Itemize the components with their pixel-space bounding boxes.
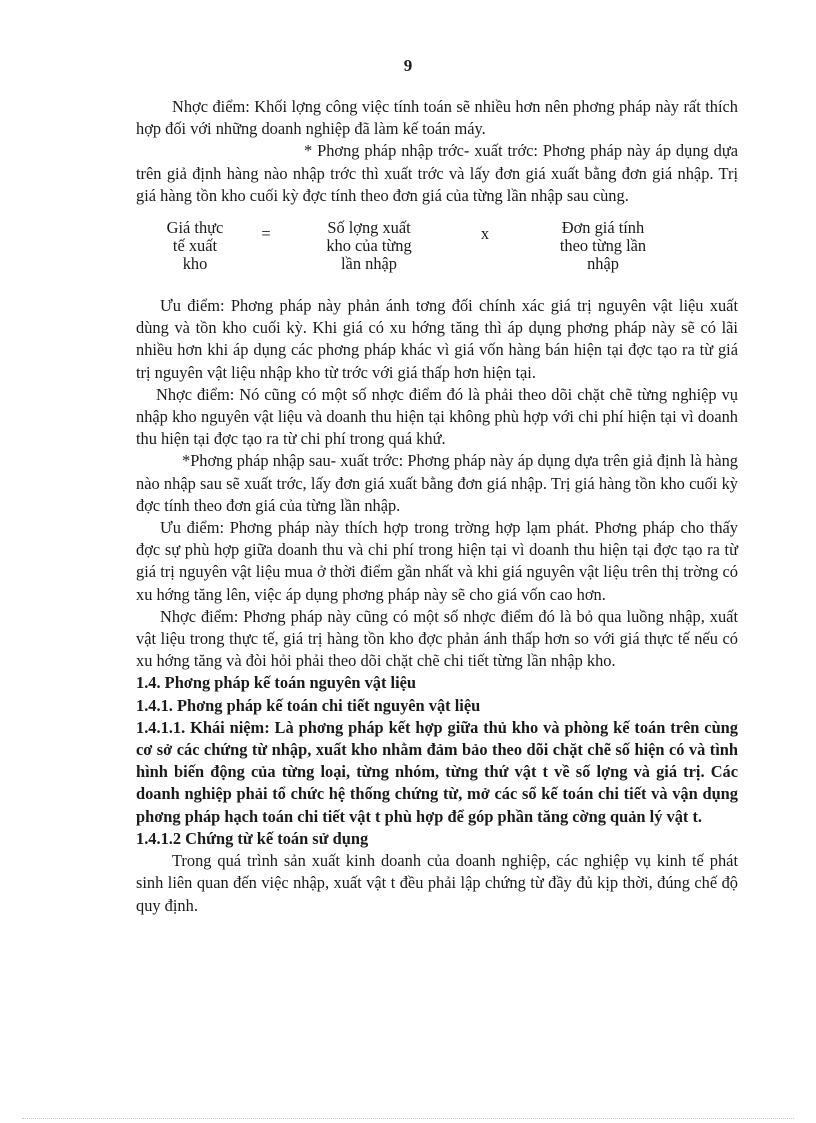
page-number: 9 [403,56,413,75]
paragraph-documents-used: Trong quá trình sản xuất kinh doanh của doanh nghiệp, các nghiệp vụ kinh tế phát sinh liên quan đến việc nhập, xuất vật t đều phải lập chứng từ đầy đủ kịp thời, đúng chế độ quy định. [136,851,738,915]
formula-left-term [150,219,240,273]
formula-right-term [538,219,668,273]
formula-right-line: theo từng lần [559,236,647,256]
formula-times-sign: x [480,224,490,244]
paragraph-disadvantage-weighted: Nhợc điểm: Khối lợng công việc tính toán sẽ nhiều hơn nên phơng pháp này rất thích hợp đối với những doanh nghiệp đã làm kế toán máy. [136,97,738,139]
formula-left-line: Giá thực [166,218,224,238]
formula-left-line: kho [182,254,208,274]
heading-section-1-4-1-1: 1.4.1.1. Khái niệm: Là phơng pháp kết hợp giữa thủ kho và phòng kế toán trên cùng cơ sở các chứng từ nhập, xuất kho nhằm đảm bảo theo dõi chặt chẽ số hiện có và tình hình biến động của từng loại, từng nhóm, từng thứ vật t về số lợng và giá trị. Các doanh nghiệp phải tổ chức hệ thống chứng từ, mở các sổ kế toán chi tiết và vận dụng phơng pháp hạch toán chi tiết vật t phù hợp để góp phần tăng cờng quản lý vật t. [136,717,738,826]
paragraph-lifo-method: *Phơng pháp nhập sau- xuất trớc: Phơng pháp này áp dụng dựa trên giả định là hàng nào nhập sau sẽ xuất trớc, lấy đơn giá xuất bằng đơn giá nhập. Trị giá hàng tồn kho cuối kỳ đợc tính theo đơn giá của từng lần nhập. [136,451,738,515]
paragraph-fifo-advantage: Ưu điểm: Phơng pháp này phản ánh tơng đối chính xác giá trị nguyên vật liệu xuất dùng và tồn kho cuối kỳ. Khi giá có xu hớng tăng thì áp dụng phơng pháp này sẽ có lãi nhiều hơn khi áp dụng các phơng pháp khác vì giá vốn hàng bán hiện tại đợc tạo ra từ giá trị nguyên vật liệu nhập kho từ trớc với giá thấp hơn hiện tại. [136,296,738,382]
paragraph-fifo-disadvantage: Nhợc điểm: Nó cũng có một số nhợc điểm đó là phải theo dõi chặt chẽ từng nghiệp vụ nhập kho nguyên vật liệu và doanh thu hiện tại không phù hợp với chi phí hiện tại vì doanh thu hiện tại đợc tạo ra từ chi phí trong quá khứ. [136,384,738,449]
heading-section-1-4: 1.4. Phơng pháp kế toán nguyên vật liệu [136,673,417,693]
formula-middle-line: Số lợng xuất [327,218,411,238]
paragraph-lifo-advantage: Ưu điểm: Phơng pháp này thích hợp trong trờng hợp lạm phát. Phơng pháp cho thấy đợc sự phù hợp giữa doanh thu và chi phí trong hiện tại vì doanh thu hiện tại đợc tạo ra từ giá trị nguyên vật liệu mua ở thời điểm gần nhất và khi giá nguyên vật liệu trên thị trờng có xu hớng tăng lên, việc áp dụng phơng pháp này sẽ cho giá vốn cao hơn. [136,518,738,604]
formula-middle-term [306,219,432,273]
heading-section-1-4-1: 1.4.1. Phơng pháp kế toán chi tiết nguyên vật liệu [136,695,481,715]
paragraph-fifo-method: * Phơng pháp nhập trớc- xuất trớc: Phơng pháp này áp dụng dựa trên giả định hàng nào nhập trớc thì xuất trớc và lấy đơn giá xuất bằng đơn giá nhập. Trị giá hàng tồn kho cuối kỳ đợc tính theo đơn giá của từng lần nhập sau cùng. [136,141,738,205]
formula-left-line: tế xuất [172,236,218,256]
page-bottom-divider [22,1118,794,1119]
document-body [136,96,738,917]
formula-equals-sign: = [261,224,271,244]
formula-right-line: nhập [587,254,619,274]
paragraph-lifo-disadvantage: Nhợc điểm: Phơng pháp này cũng có một số nhợc điểm đó là bỏ qua luồng nhập, xuất vật liệu trong thực tế, giá trị hàng tồn kho đợc phản ánh thấp hơn so với giá thực tế nếu có xu hớng tăng và đòi hỏi phải theo dõi chặt chẽ chi tiết từng lần nhập kho. [136,606,738,671]
formula-middle-line: lần nhập [341,254,397,274]
heading-section-1-4-1-2: 1.4.1.2 Chứng từ kế toán sử dụng [136,828,369,848]
formula-middle-line: kho của từng [326,236,412,256]
formula-right-line: Đơn giá tính [561,218,645,238]
fifo-formula [136,219,738,285]
